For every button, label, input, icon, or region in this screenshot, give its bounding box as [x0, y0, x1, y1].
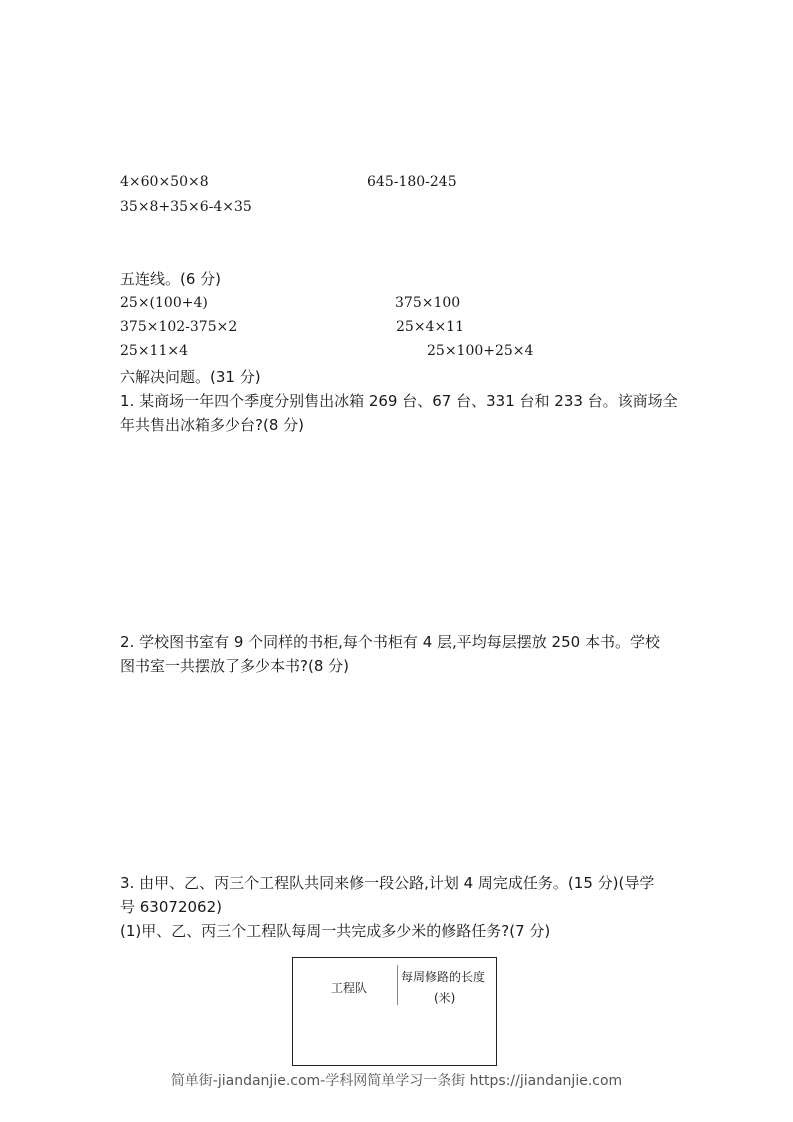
match-right-3: 25×100+25×4: [427, 343, 534, 359]
question-2-line-2: 图书室一共摆放了多少本书?(8 分): [120, 657, 349, 675]
match-right-2: 25×4×11: [396, 319, 464, 335]
table-header-unit: (米): [434, 991, 456, 1005]
calc-expression-2: 645-180-245: [367, 174, 457, 190]
question-3-line-2: 号 63072062): [120, 898, 222, 916]
table-header-team: 工程队: [331, 981, 368, 995]
question-1-line-1: 1. 某商场一年四个季度分别售出冰箱 269 台、67 台、331 台和 233 台。该商场全: [120, 392, 678, 410]
calc-expression-1: 4×60×50×8: [120, 174, 209, 190]
section5-title: 五连线。(6 分): [120, 270, 222, 288]
page-footer: 简单街-jiandanjie.com-学科网简单学习一条街 https://jiandanjie.com: [170, 1073, 623, 1089]
section6-title: 六解决问题。(31 分): [120, 368, 261, 386]
match-left-3: 25×11×4: [120, 343, 188, 359]
question-3-sub-1: (1)甲、乙、丙三个工程队每周一共完成多少米的修路任务?(7 分): [120, 922, 551, 940]
match-left-2: 375×102-375×2: [120, 319, 238, 335]
match-left-1: 25×(100+4): [120, 295, 208, 311]
question-1-line-2: 年共售出冰箱多少台?(8 分): [120, 416, 304, 434]
question-3-line-1: 3. 由甲、乙、丙三个工程队共同来修一段公路,计划 4 周完成任务。(15 分)(导学: [120, 874, 655, 892]
work-table: [292, 957, 497, 1066]
table-divider: [397, 965, 398, 1005]
calc-expression-3: 35×8+35×6-4×35: [120, 199, 252, 215]
match-right-1: 375×100: [395, 295, 461, 311]
table-header-length: 每周修路的长度: [401, 970, 486, 984]
question-2-line-1: 2. 学校图书室有 9 个同样的书柜,每个书柜有 4 层,平均每层摆放 250 本书。学校: [120, 633, 660, 651]
